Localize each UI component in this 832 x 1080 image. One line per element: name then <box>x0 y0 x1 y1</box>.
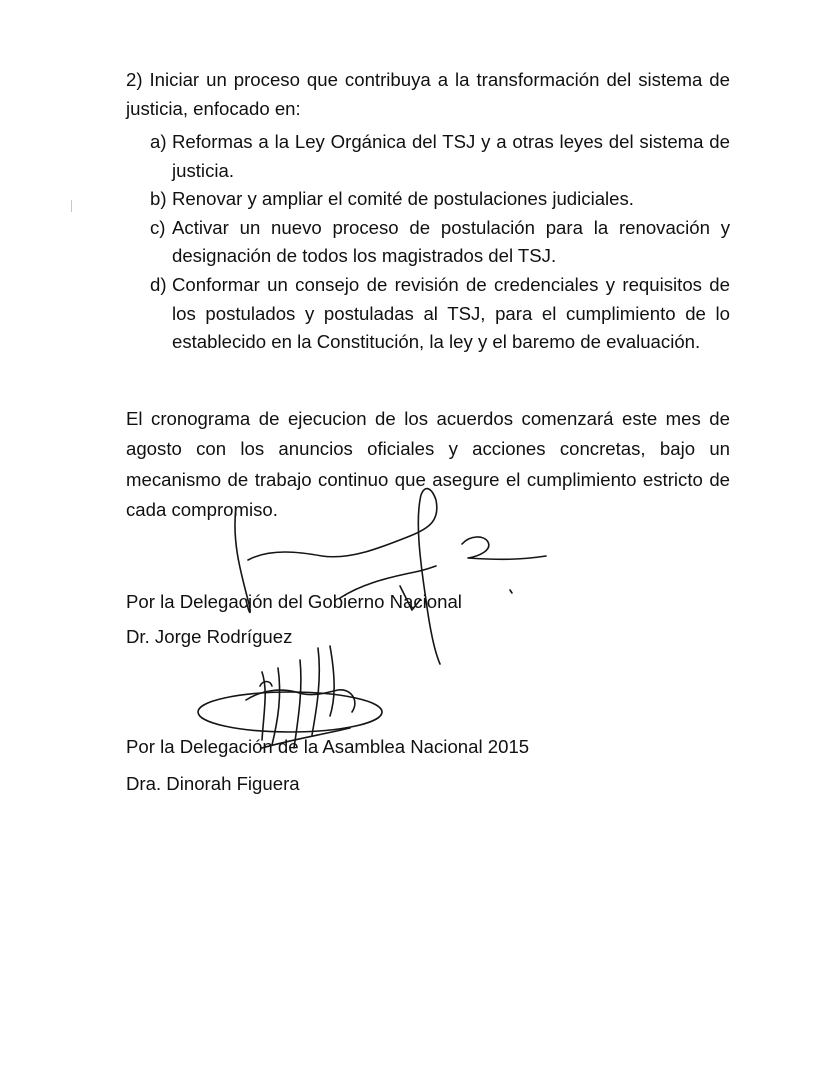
reform-list <box>150 128 730 357</box>
list-item <box>150 185 730 214</box>
first-delegation-label: Por la Delegación del Gobierno Nacional <box>126 591 462 612</box>
schedule-paragraph: El cronograma de ejecucion de los acuerdos comenzará este mes de agosto con los anuncios oficiales y acciones concretas, bajo un mecanismo de trabajo continuo que asegure el cumplimiento estricto de cada compromiso. <box>126 408 730 521</box>
second-signatory-name: Dra. Dinorah Figuera <box>126 773 300 794</box>
list-marker: a) <box>150 131 167 152</box>
list-marker: b) <box>150 188 167 210</box>
lead-paragraph: 2) Iniciar un proceso que contribuya a la transformación del sistema de justicia, enfocado en: <box>126 69 730 119</box>
list-item <box>150 271 730 357</box>
list-item-text: Renovar y ampliar el comité de postulaciones judiciales. <box>172 188 634 210</box>
second-signature-scribble <box>198 646 382 748</box>
list-item-text: Activar un nuevo proceso de postulación para la renovación y designación de todos los magistrados del TSJ. <box>172 216 730 267</box>
scan-margin-mark <box>71 200 72 212</box>
list-item-text: Reformas a la Ley Orgánica del TSJ y a otras leyes del sistema de justicia. <box>172 131 730 181</box>
list-marker: d) <box>150 273 167 295</box>
first-signatory-name: Dr. Jorge Rodríguez <box>126 626 293 647</box>
list-item-text: Conformar un consejo de revisión de credenciales y requisitos de los postulados y postuladas al TSJ, para el cumplimiento de lo establecido en la Constitución, la ley y el baremo de evaluación. <box>172 273 730 353</box>
list-item <box>150 214 730 271</box>
list-marker: c) <box>150 216 166 238</box>
second-delegation-label: Por la Delegación de la Asamblea Nacional 2015 <box>126 736 530 757</box>
list-item <box>150 128 730 185</box>
